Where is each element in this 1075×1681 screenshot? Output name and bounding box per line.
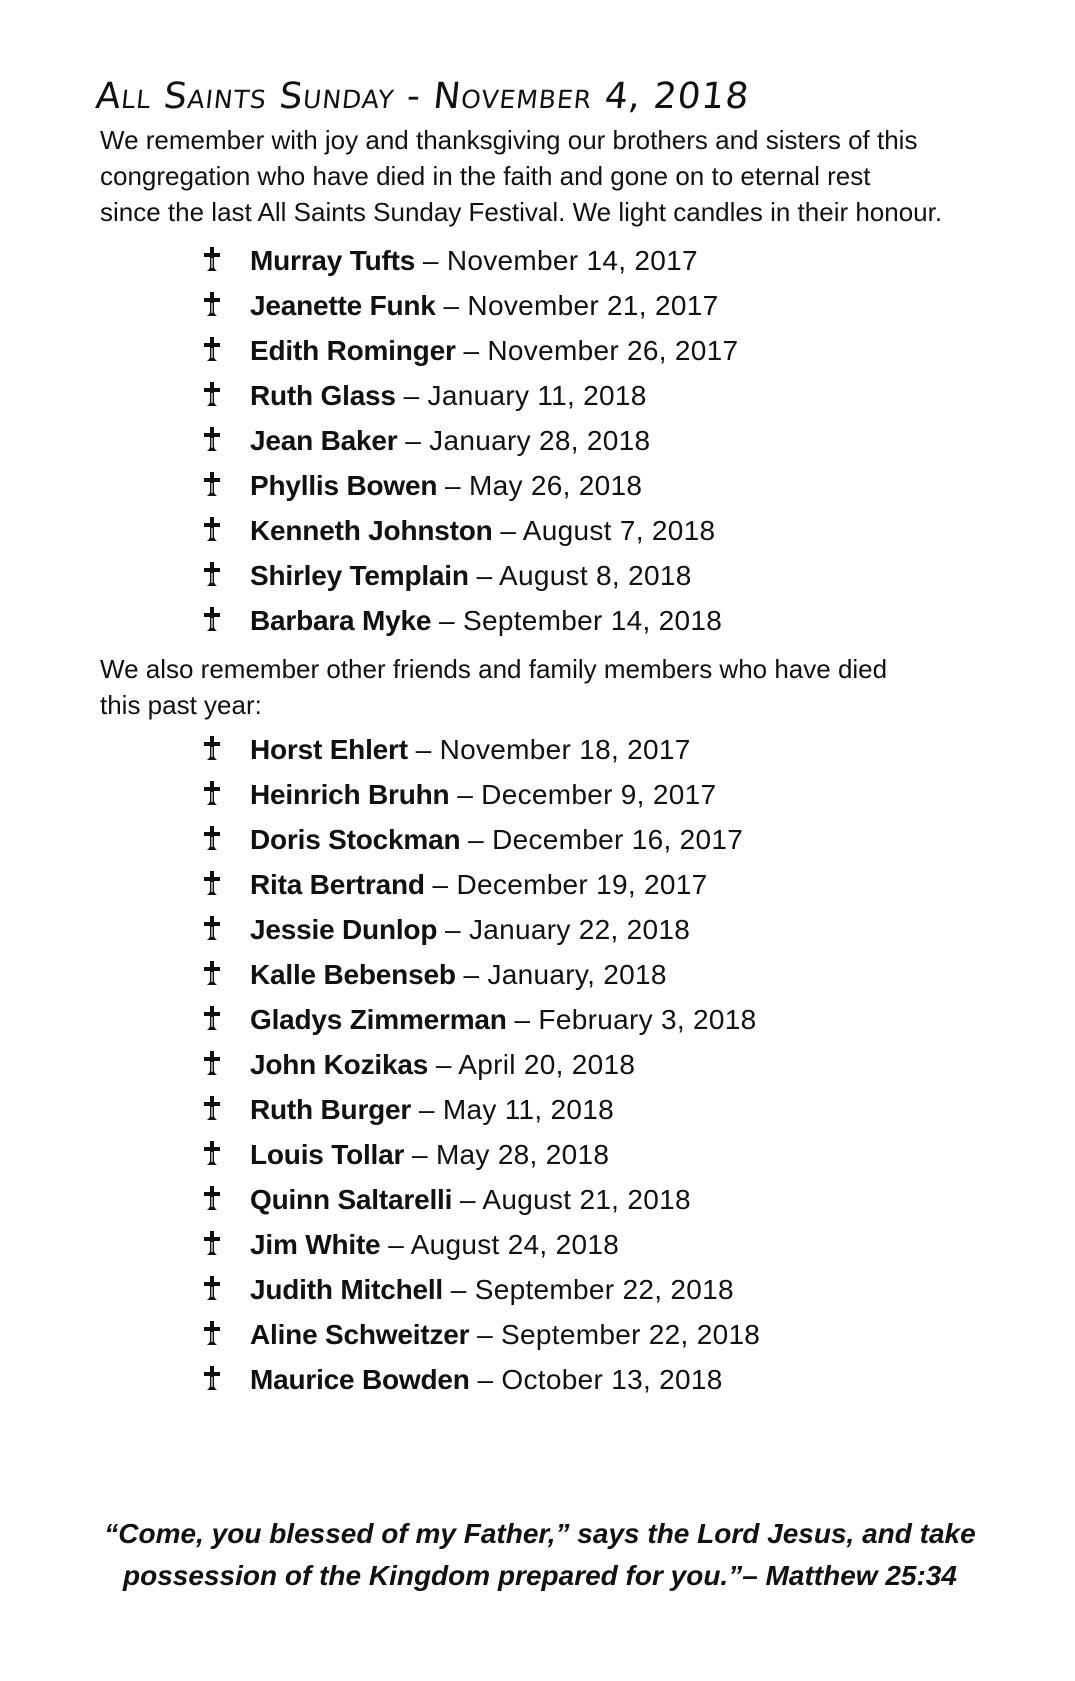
memorial-list-item bbox=[0, 508, 1075, 553]
name-date-separator: – bbox=[445, 469, 469, 501]
date-of-death: May 28, 2018 bbox=[435, 1138, 610, 1170]
scripture-quote bbox=[40, 1513, 1040, 1597]
cross-icon bbox=[203, 426, 221, 454]
date-of-death: August 8, 2018 bbox=[499, 559, 692, 591]
cross-icon bbox=[203, 780, 221, 808]
date-of-death: December 16, 2017 bbox=[492, 823, 744, 855]
cross-icon bbox=[203, 960, 221, 988]
memorial-entry bbox=[250, 1184, 691, 1216]
date-of-death: August 24, 2018 bbox=[410, 1228, 620, 1260]
memorial-list-item bbox=[0, 772, 1075, 817]
intro-line: this past year: bbox=[100, 690, 262, 720]
memorial-entry bbox=[250, 779, 716, 811]
name-date-separator: – bbox=[443, 289, 468, 321]
cross-icon bbox=[203, 561, 221, 589]
memorial-list-item bbox=[0, 952, 1075, 997]
date-of-death: November 21, 2017 bbox=[467, 289, 719, 321]
person-name: Doris Stockman bbox=[250, 823, 461, 855]
name-date-separator: – bbox=[477, 1363, 502, 1395]
person-name: Gladys Zimmerman bbox=[250, 1003, 507, 1035]
cross-icon bbox=[203, 471, 221, 499]
date-of-death: August 7, 2018 bbox=[522, 514, 716, 546]
person-name: Edith Rominger bbox=[250, 334, 456, 366]
person-name: Jean Baker bbox=[250, 424, 398, 456]
person-name: John Kozikas bbox=[250, 1048, 429, 1080]
cross-icon bbox=[203, 1365, 221, 1393]
memorial-entry bbox=[250, 605, 722, 637]
name-date-separator: – bbox=[463, 958, 488, 990]
memorial-entry bbox=[250, 425, 650, 457]
memorial-list-item bbox=[0, 1132, 1075, 1177]
cross-icon bbox=[203, 825, 221, 853]
quote-line: possession of the Kingdom prepared for you.”– Matthew 25:34 bbox=[123, 1560, 957, 1591]
name-date-separator: – bbox=[477, 1318, 502, 1350]
date-of-death: January 28, 2018 bbox=[429, 424, 651, 456]
cross-icon bbox=[203, 516, 221, 544]
name-date-separator: – bbox=[418, 1093, 443, 1125]
cross-icon bbox=[203, 1320, 221, 1348]
memorial-list-item bbox=[0, 1087, 1075, 1132]
date-of-death: January 22, 2018 bbox=[468, 913, 691, 945]
person-name: Ruth Glass bbox=[250, 379, 396, 411]
name-date-separator: – bbox=[500, 514, 523, 546]
memorial-entry bbox=[250, 824, 743, 856]
congregation-list bbox=[0, 238, 1075, 643]
memorial-list-item bbox=[0, 1042, 1075, 1087]
memorial-list-item bbox=[0, 1312, 1075, 1357]
cross-icon bbox=[203, 1185, 221, 1213]
memorial-list-item bbox=[0, 727, 1075, 772]
memorial-list-item bbox=[0, 997, 1075, 1042]
person-name: Kenneth Johnston bbox=[250, 514, 493, 546]
date-of-death: August 21, 2018 bbox=[482, 1183, 691, 1215]
name-date-separator: – bbox=[459, 1183, 483, 1215]
cross-icon bbox=[203, 1275, 221, 1303]
cross-icon bbox=[203, 1230, 221, 1258]
person-name: Aline Schweitzer bbox=[250, 1318, 470, 1350]
memorial-entry bbox=[250, 1049, 635, 1081]
name-date-separator: – bbox=[450, 1273, 475, 1305]
others-list bbox=[0, 727, 1075, 1402]
memorial-entry bbox=[250, 560, 692, 592]
cross-icon bbox=[203, 915, 221, 943]
intro-line: We remember with joy and thanksgiving our brothers and sisters of this bbox=[100, 125, 918, 155]
memorial-list-item bbox=[0, 328, 1075, 373]
memorial-entry bbox=[250, 470, 642, 502]
memorial-entry bbox=[250, 1364, 723, 1396]
date-of-death: September 22, 2018 bbox=[501, 1318, 761, 1350]
name-date-separator: – bbox=[415, 733, 440, 765]
memorial-entry bbox=[250, 1274, 734, 1306]
person-name: Rita Bertrand bbox=[250, 868, 425, 900]
date-of-death: November 18, 2017 bbox=[439, 733, 691, 765]
memorial-list-item bbox=[0, 598, 1075, 643]
cross-icon bbox=[203, 336, 221, 364]
intro-line: since the last All Saints Sunday Festival. We light candles in their honour. bbox=[100, 197, 943, 227]
person-name: Judith Mitchell bbox=[250, 1273, 444, 1305]
memorial-list-item bbox=[0, 238, 1075, 283]
memorial-list-item bbox=[0, 1222, 1075, 1267]
memorial-list-item bbox=[0, 553, 1075, 598]
name-date-separator: – bbox=[514, 1003, 539, 1035]
name-date-separator: – bbox=[445, 913, 469, 945]
memorial-entry bbox=[250, 959, 667, 991]
date-of-death: December 9, 2017 bbox=[481, 778, 717, 810]
person-name: Quinn Saltarelli bbox=[250, 1183, 453, 1215]
person-name: Jessie Dunlop bbox=[250, 913, 438, 945]
memorial-list-item bbox=[0, 418, 1075, 463]
intro-line: We also remember other friends and family members who have died bbox=[100, 654, 888, 684]
person-name: Phyllis Bowen bbox=[250, 469, 438, 501]
cross-icon bbox=[203, 870, 221, 898]
cross-icon bbox=[203, 606, 221, 634]
person-name: Murray Tufts bbox=[250, 244, 416, 276]
name-date-separator: – bbox=[422, 244, 447, 276]
memorial-list-item bbox=[0, 862, 1075, 907]
date-of-death: April 20, 2018 bbox=[458, 1048, 636, 1080]
memorial-entry bbox=[250, 869, 708, 901]
name-date-separator: – bbox=[432, 868, 457, 900]
memorial-entry bbox=[250, 914, 690, 946]
cross-icon bbox=[203, 1050, 221, 1078]
person-name: Jim White bbox=[250, 1228, 381, 1260]
person-name: Barbara Myke bbox=[250, 604, 432, 636]
name-date-separator: – bbox=[405, 424, 430, 456]
date-of-death: May 11, 2018 bbox=[442, 1093, 615, 1125]
cross-icon bbox=[203, 1095, 221, 1123]
name-date-separator: – bbox=[476, 559, 499, 591]
name-date-separator: – bbox=[439, 604, 463, 636]
cross-icon bbox=[203, 1140, 221, 1168]
memorial-entry bbox=[250, 1229, 619, 1261]
name-date-separator: – bbox=[403, 379, 428, 411]
person-name: Shirley Templain bbox=[250, 559, 469, 591]
name-date-separator: – bbox=[435, 1048, 459, 1080]
person-name: Kalle Bebenseb bbox=[250, 958, 456, 990]
memorial-list-item bbox=[0, 463, 1075, 508]
memorial-entry bbox=[250, 245, 698, 277]
person-name: Heinrich Bruhn bbox=[250, 778, 450, 810]
date-of-death: September 22, 2018 bbox=[474, 1273, 734, 1305]
memorial-list-item bbox=[0, 373, 1075, 418]
intro-line: congregation who have died in the faith and gone on to eternal rest bbox=[100, 161, 871, 191]
date-of-death: January, 2018 bbox=[487, 958, 667, 990]
memorial-entry bbox=[250, 1004, 756, 1036]
person-name: Ruth Burger bbox=[250, 1093, 412, 1125]
cross-icon bbox=[203, 1005, 221, 1033]
cross-icon bbox=[203, 291, 221, 319]
memorial-entry bbox=[250, 380, 647, 412]
memorial-list-item bbox=[0, 1267, 1075, 1312]
date-of-death: November 26, 2017 bbox=[487, 334, 739, 366]
date-of-death: October 13, 2018 bbox=[501, 1363, 723, 1395]
memorial-entry bbox=[250, 1139, 609, 1171]
congregation-intro bbox=[100, 122, 1020, 230]
person-name: Louis Tollar bbox=[250, 1138, 405, 1170]
memorial-list-item bbox=[0, 817, 1075, 862]
memorial-entry bbox=[250, 1319, 760, 1351]
name-date-separator: – bbox=[468, 823, 493, 855]
memorial-list-item bbox=[0, 907, 1075, 952]
memorial-entry bbox=[250, 515, 715, 547]
memorial-list-item bbox=[0, 1357, 1075, 1402]
page-title: All Saints Sunday - November 4, 2018 bbox=[93, 76, 752, 117]
name-date-separator: – bbox=[388, 1228, 411, 1260]
date-of-death: February 3, 2018 bbox=[538, 1003, 757, 1035]
name-date-separator: – bbox=[457, 778, 482, 810]
memorial-entry bbox=[250, 734, 691, 766]
memorial-list-item bbox=[0, 283, 1075, 328]
quote-line: “Come, you blessed of my Father,” says the Lord Jesus, and take bbox=[104, 1518, 976, 1549]
date-of-death: September 14, 2018 bbox=[463, 604, 723, 636]
person-name: Maurice Bowden bbox=[250, 1363, 470, 1395]
cross-icon bbox=[203, 246, 221, 274]
name-date-separator: – bbox=[411, 1138, 436, 1170]
date-of-death: November 14, 2017 bbox=[446, 244, 698, 276]
person-name: Horst Ehlert bbox=[250, 733, 408, 765]
memorial-entry bbox=[250, 290, 718, 322]
person-name: Jeanette Funk bbox=[250, 289, 436, 321]
cross-icon bbox=[203, 735, 221, 763]
memorial-list-item bbox=[0, 1177, 1075, 1222]
date-of-death: May 26, 2018 bbox=[468, 469, 643, 501]
date-of-death: December 19, 2017 bbox=[456, 868, 708, 900]
name-date-separator: – bbox=[463, 334, 488, 366]
others-intro bbox=[100, 651, 1020, 723]
memorial-entry bbox=[250, 335, 738, 367]
cross-icon bbox=[203, 381, 221, 409]
date-of-death: January 11, 2018 bbox=[427, 379, 647, 411]
memorial-entry bbox=[250, 1094, 614, 1126]
